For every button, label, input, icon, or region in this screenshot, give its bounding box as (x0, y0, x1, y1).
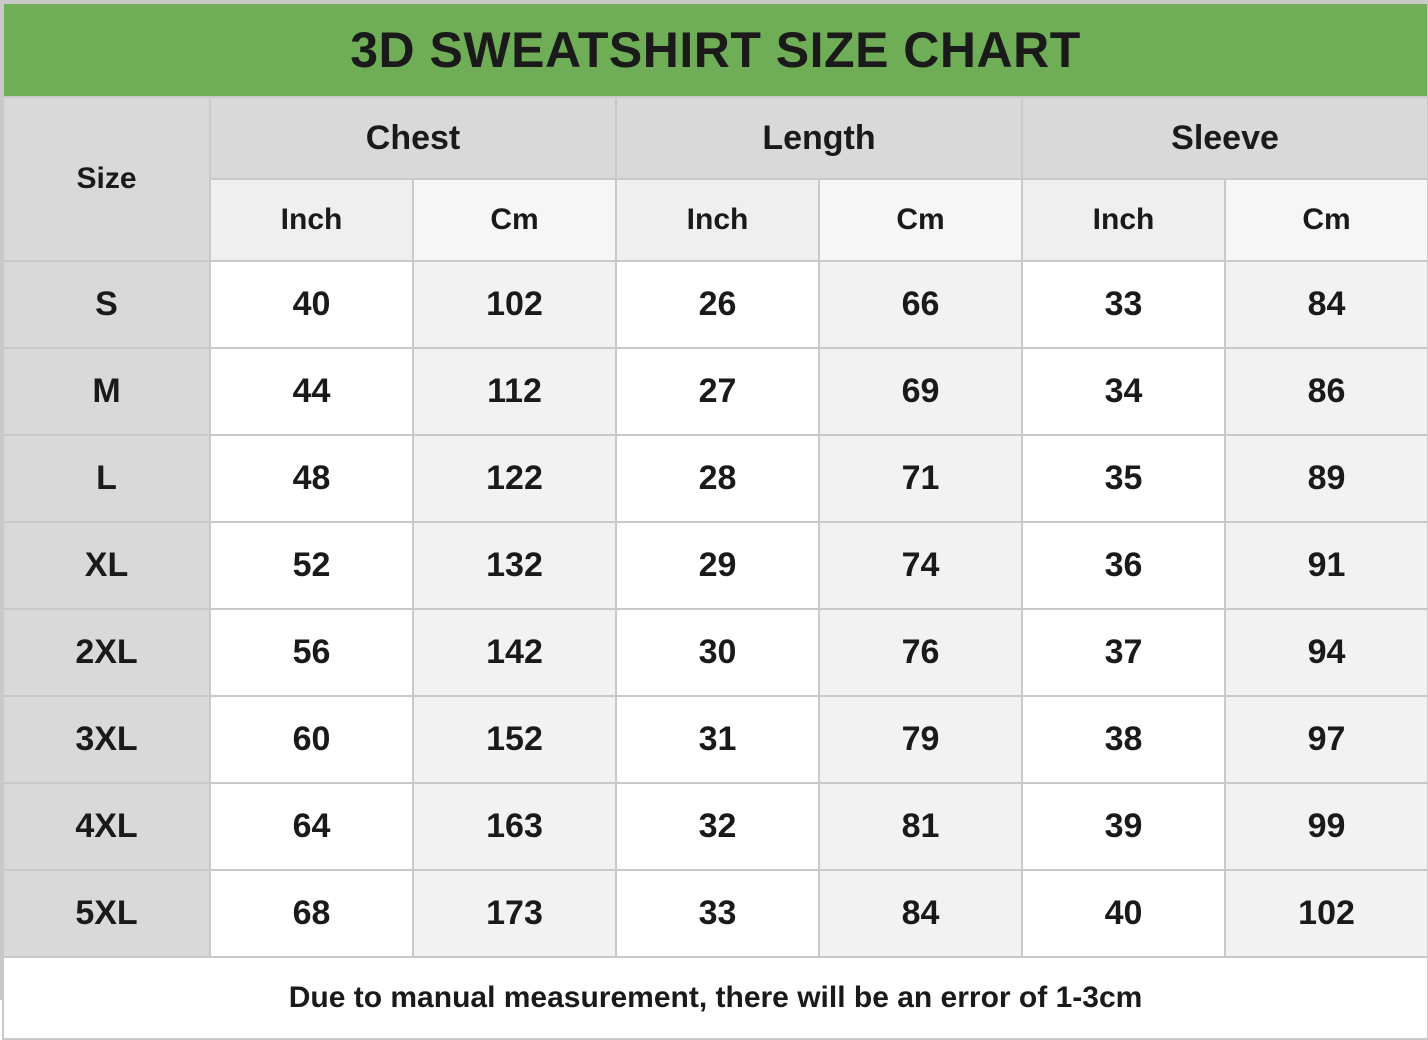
unit-header-sleeve-inch: Inch (1022, 179, 1225, 261)
group-header-row (3, 97, 1428, 179)
cell-length-inch: 28 (616, 435, 819, 522)
cell-length-cm: 79 (819, 696, 1022, 783)
cell-sleeve-cm: 84 (1225, 261, 1428, 348)
cell-chest-inch: 68 (210, 870, 413, 957)
unit-header-chest-cm: Cm (413, 179, 616, 261)
cell-sleeve-inch: 36 (1022, 522, 1225, 609)
column-header-length: Length (616, 97, 1022, 179)
cell-length-cm: 71 (819, 435, 1022, 522)
cell-sleeve-cm: 102 (1225, 870, 1428, 957)
cell-sleeve-inch: 37 (1022, 609, 1225, 696)
cell-chest-cm: 152 (413, 696, 616, 783)
row-size-label: 3XL (3, 696, 210, 783)
cell-sleeve-cm: 94 (1225, 609, 1428, 696)
cell-chest-cm: 132 (413, 522, 616, 609)
cell-length-inch: 30 (616, 609, 819, 696)
row-size-label: M (3, 348, 210, 435)
row-size-label: 4XL (3, 783, 210, 870)
table-row (3, 783, 1428, 870)
cell-chest-inch: 56 (210, 609, 413, 696)
cell-length-cm: 84 (819, 870, 1022, 957)
row-size-label: S (3, 261, 210, 348)
unit-header-length-cm: Cm (819, 179, 1022, 261)
row-size-label: 2XL (3, 609, 210, 696)
cell-length-cm: 69 (819, 348, 1022, 435)
cell-sleeve-inch: 33 (1022, 261, 1225, 348)
cell-length-inch: 31 (616, 696, 819, 783)
cell-sleeve-inch: 38 (1022, 696, 1225, 783)
column-header-chest: Chest (210, 97, 616, 179)
row-size-label: L (3, 435, 210, 522)
cell-chest-cm: 122 (413, 435, 616, 522)
cell-chest-cm: 163 (413, 783, 616, 870)
cell-chest-cm: 142 (413, 609, 616, 696)
table-row (3, 609, 1428, 696)
cell-chest-inch: 48 (210, 435, 413, 522)
table-row (3, 261, 1428, 348)
cell-chest-inch: 52 (210, 522, 413, 609)
unit-header-length-inch: Inch (616, 179, 819, 261)
column-header-size: Size (3, 97, 210, 261)
unit-header-sleeve-cm: Cm (1225, 179, 1428, 261)
cell-sleeve-inch: 40 (1022, 870, 1225, 957)
cell-length-inch: 29 (616, 522, 819, 609)
cell-chest-inch: 60 (210, 696, 413, 783)
cell-length-inch: 33 (616, 870, 819, 957)
cell-sleeve-inch: 34 (1022, 348, 1225, 435)
cell-length-cm: 74 (819, 522, 1022, 609)
chart-title: 3D SWEATSHIRT SIZE CHART (3, 3, 1428, 97)
table-row (3, 870, 1428, 957)
size-chart-table (2, 2, 1428, 1040)
cell-sleeve-inch: 35 (1022, 435, 1225, 522)
unit-header-row (3, 179, 1428, 261)
cell-chest-cm: 102 (413, 261, 616, 348)
cell-sleeve-cm: 86 (1225, 348, 1428, 435)
table-row (3, 522, 1428, 609)
cell-sleeve-inch: 39 (1022, 783, 1225, 870)
column-header-sleeve: Sleeve (1022, 97, 1428, 179)
cell-sleeve-cm: 97 (1225, 696, 1428, 783)
row-size-label: XL (3, 522, 210, 609)
cell-length-inch: 26 (616, 261, 819, 348)
cell-chest-cm: 173 (413, 870, 616, 957)
cell-length-inch: 27 (616, 348, 819, 435)
cell-sleeve-cm: 89 (1225, 435, 1428, 522)
cell-chest-inch: 40 (210, 261, 413, 348)
cell-length-cm: 76 (819, 609, 1022, 696)
cell-sleeve-cm: 99 (1225, 783, 1428, 870)
cell-chest-inch: 44 (210, 348, 413, 435)
measurement-note: Due to manual measurement, there will be an error of 1-3cm (3, 957, 1428, 1039)
table-row (3, 696, 1428, 783)
cell-chest-cm: 112 (413, 348, 616, 435)
cell-length-cm: 81 (819, 783, 1022, 870)
unit-header-chest-inch: Inch (210, 179, 413, 261)
row-size-label: 5XL (3, 870, 210, 957)
cell-length-inch: 32 (616, 783, 819, 870)
chart-title-row (3, 3, 1428, 97)
cell-chest-inch: 64 (210, 783, 413, 870)
table-row (3, 348, 1428, 435)
table-row (3, 435, 1428, 522)
note-row (3, 957, 1428, 1039)
cell-sleeve-cm: 91 (1225, 522, 1428, 609)
cell-length-cm: 66 (819, 261, 1022, 348)
